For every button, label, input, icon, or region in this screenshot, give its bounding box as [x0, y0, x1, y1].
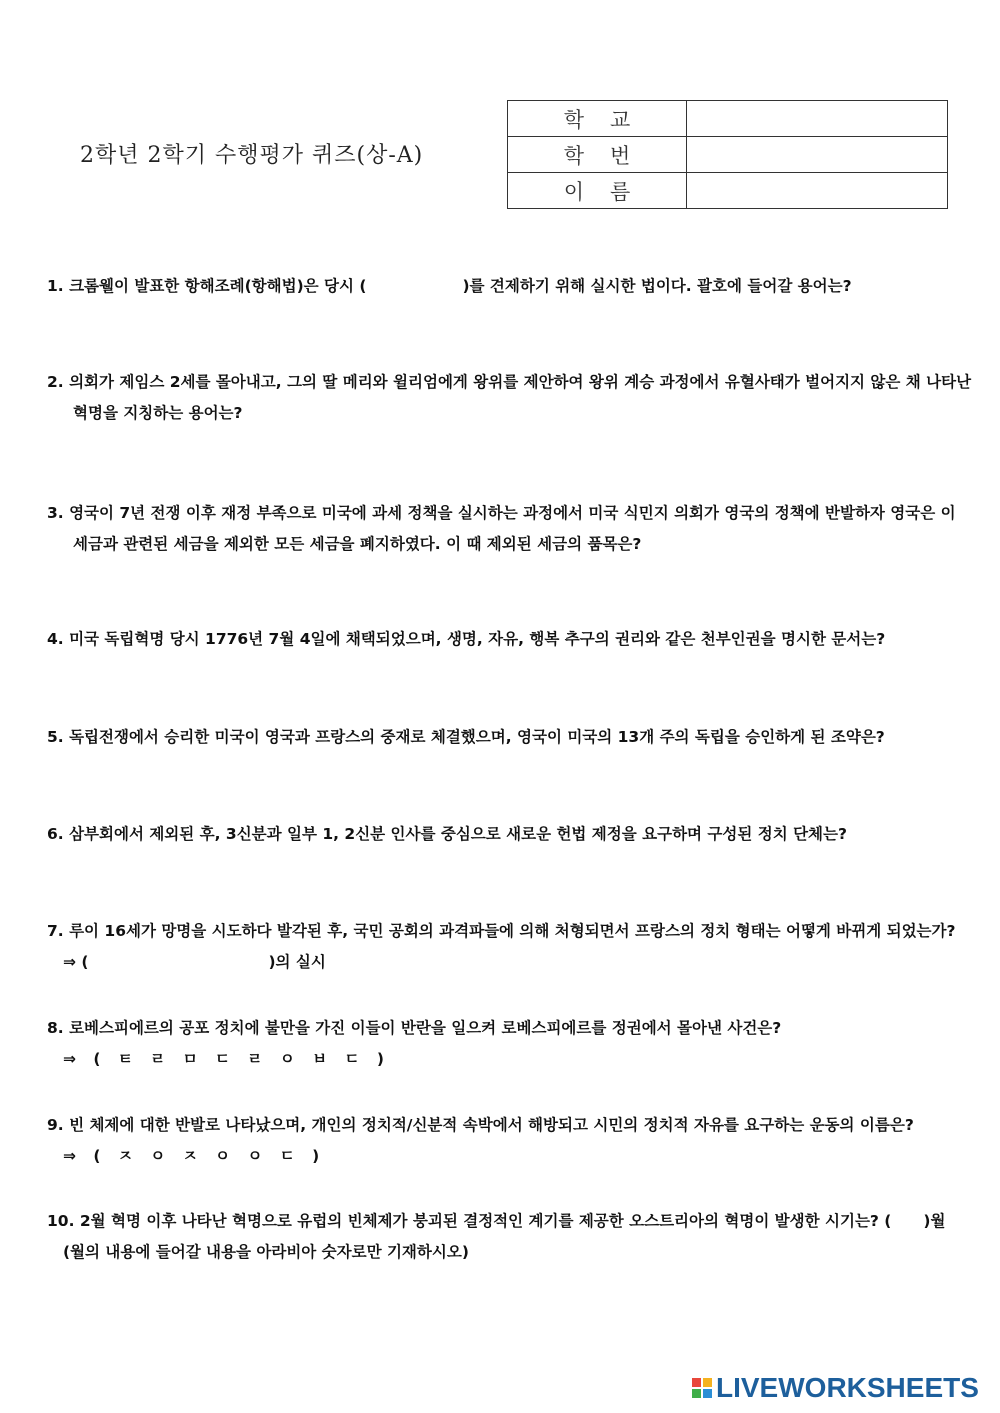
name-label: 이 름: [508, 173, 687, 209]
question-2: 2. 의회가 제임스 2세를 몰아내고, 그의 딸 메리와 윌리엄에게 왕위를 제안하여 왕위 계승 과정에서 유혈사태가 벌어지지 않은 채 나타난 혁명을 지칭하는 용어는?: [47, 373, 972, 422]
question-6: 6. 삼부회에서 제외된 후, 3신분과 일부 1, 2신분 인사를 중심으로 새로운 헌법 제정을 요구하며 구성된 정치 단체는?: [47, 825, 847, 843]
hint-8: ⇒ ( ㅌ ㄹ ㅁ ㄷ ㄹ ㅇ ㅂ ㄷ ): [63, 1050, 390, 1068]
question-10: 10. 2월 혁명 이후 나타난 혁명으로 유럽의 빈체제가 붕괴된 결정적인 계기를 제공한 오스트리아의 혁명이 발생한 시기는? ( )월 (월의 내용에 들어갈 내용을 아라비아 숫자로만 기재하시오): [47, 1212, 946, 1261]
question-8: 8. 로베스피에르의 공포 정치에 불만을 가진 이들이 반란을 일으켜 로베스피에르를 정권에서 몰아낸 사건은? ⇒ ( ㅌ ㄹ ㅁ ㄷ ㄹ ㅇ ㅂ ㄷ ): [47, 1013, 957, 1075]
question-3: 3. 영국이 7년 전쟁 이후 재정 부족으로 미국에 과세 정책을 실시하는 과정에서 미국 식민지 의회가 영국의 정책에 반발하자 영국은 이 세금과 관련된 세금을 제외한 모든 세금을 폐지하였다. 이 때 제외된 세금의 품목은?: [47, 504, 956, 553]
hint-9: ⇒ ( ㅈ ㅇ ㅈ ㅇ ㅇ ㄷ ): [63, 1147, 326, 1165]
student-number-label: 학 번: [508, 137, 687, 173]
question-7: 7. 루이 16세가 망명을 시도하다 발각된 후, 국민 공회의 과격파들에 의해 처형되면서 프랑스의 정치 형태는 어떻게 바뀌게 되었는가? ⇒ ( )의 실시: [47, 922, 956, 971]
page-title: 2학년 2학기 수행평가 퀴즈(상-A): [80, 143, 424, 168]
liveworksheets-logo-icon: [692, 1378, 712, 1398]
school-value-field[interactable]: [687, 101, 948, 137]
info-row-student-number: [508, 137, 948, 173]
question-9: 9. 빈 체제에 대한 반발로 나타났으며, 개인의 정치적/신분적 속박에서 해방되고 시민의 정치적 자유를 요구하는 운동의 이름은? ⇒ ( ㅈ ㅇ ㅈ ㅇ ㅇ ㄷ ): [47, 1110, 957, 1172]
info-row-school: [508, 101, 948, 137]
question-5: 5. 독립전쟁에서 승리한 미국이 영국과 프랑스의 중재로 체결했으며, 영국이 미국의 13개 주의 독립을 승인하게 된 조약은?: [47, 728, 885, 746]
name-value-field[interactable]: [687, 173, 948, 209]
info-row-name: [508, 173, 948, 209]
question-1: 1. 크롬웰이 발표한 항해조례(항해법)은 당시 ( )를 견제하기 위해 실시한 법이다. 괄호에 들어갈 용어는?: [47, 277, 852, 295]
watermark-text: LIVEWORKSHEETS: [716, 1372, 979, 1403]
student-number-value-field[interactable]: [687, 137, 948, 173]
question-4: 4. 미국 독립혁명 당시 1776년 7월 4일에 채택되었으며, 생명, 자유, 행복 추구의 권리와 같은 천부인권을 명시한 문서는?: [47, 630, 886, 648]
student-info-table: [507, 100, 948, 209]
school-label: 학 교: [508, 101, 687, 137]
liveworksheets-watermark: [692, 1373, 979, 1403]
